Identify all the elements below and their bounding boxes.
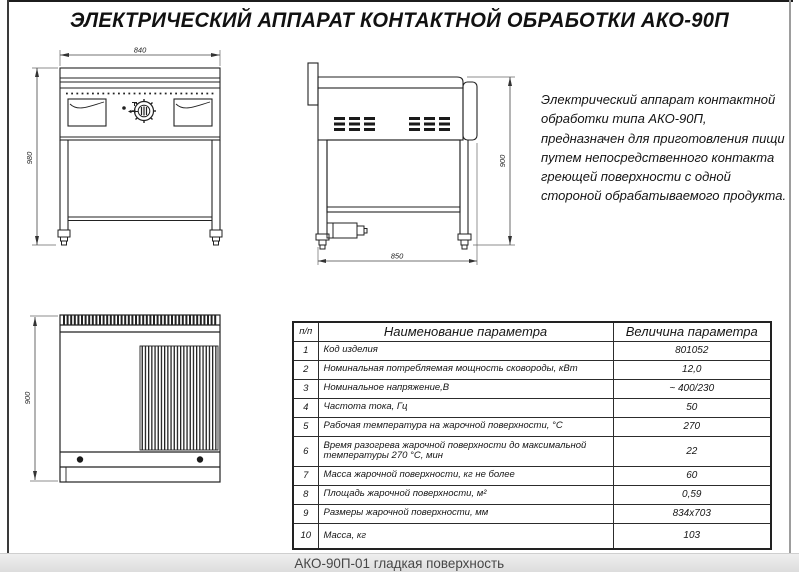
header-value: Величина параметра	[613, 322, 771, 341]
description-line: обработки типа АКО-90П,	[541, 111, 707, 127]
splash-guard	[308, 63, 318, 105]
table-row	[293, 504, 771, 523]
side-view-drawing	[285, 48, 530, 273]
adjustable-feet	[58, 230, 222, 245]
description-line: путем непосредственного контакта	[541, 149, 775, 165]
table-row	[293, 417, 771, 436]
cell-num: 2	[293, 360, 318, 379]
header-num: п/п	[293, 322, 318, 341]
cell-value: 12,0	[613, 360, 771, 379]
indicator-light	[122, 106, 126, 110]
table-row	[293, 379, 771, 398]
cell-num: 7	[293, 466, 318, 485]
cell-num: 3	[293, 379, 318, 398]
top-depth-dim-label: 900	[23, 391, 32, 405]
cell-value: 270	[613, 417, 771, 436]
table-row	[293, 436, 771, 466]
cell-num: 6	[293, 436, 318, 466]
caption-bar	[0, 553, 799, 572]
table-row	[293, 341, 771, 360]
cell-name: Время разогрева жарочной поверхности до максимальной температуры 270 °С, мин	[318, 436, 613, 466]
adjustable-feet	[316, 234, 471, 249]
description-line: Электрический аппарат контактной	[541, 92, 776, 107]
cell-name: Рабочая температура на жарочной поверхности, °С	[318, 417, 613, 436]
stand-frame	[60, 140, 220, 230]
cell-name: Масса жарочной поверхности, кг не более	[318, 466, 613, 485]
cell-value: 60	[613, 466, 771, 485]
page-border-right	[789, 0, 791, 553]
cell-num: 5	[293, 417, 318, 436]
table-row	[293, 485, 771, 504]
side-height-dim-label: 900	[498, 154, 507, 168]
table-row	[293, 398, 771, 417]
header-name: Наименование параметра	[318, 322, 613, 341]
page-border-left	[7, 0, 9, 553]
caption-text: АКО-90П-01 гладкая поверхность	[294, 555, 505, 571]
cell-name: Номинальное напряжение,В	[318, 379, 613, 398]
dimension-arrows	[318, 77, 512, 263]
table-row	[293, 466, 771, 485]
cell-name: Номинальная потребляемая мощность сковороды, кВт	[318, 360, 613, 379]
cell-num: 1	[293, 341, 318, 360]
front-width-dim-label: 840	[133, 45, 147, 55]
cell-value: 50	[613, 398, 771, 417]
drawer-handle-left	[68, 99, 106, 126]
cell-num: 8	[293, 485, 318, 504]
cell-num: 4	[293, 398, 318, 417]
front-view-drawing	[20, 42, 240, 267]
description-line: стороной обрабатываемого продукта.	[541, 188, 787, 204]
drain-assembly	[327, 223, 367, 238]
description-line: предназначен для приготовления пищи	[541, 130, 785, 146]
side-rail	[463, 82, 477, 140]
table-row	[293, 360, 771, 379]
cell-value: ~ 400/230	[613, 379, 771, 398]
apparatus-side-body	[308, 63, 477, 234]
side-depth-dim-label: 850	[390, 251, 404, 261]
cell-name: Размеры жарочной поверхности, мм	[318, 504, 613, 523]
cell-value: 103	[613, 523, 771, 549]
cell-name: Площадь жарочной поверхности, м²	[318, 485, 613, 504]
cell-name: Частота тока, Гц	[318, 398, 613, 417]
cell-name: Масса, кг	[318, 523, 613, 549]
page-title: ЭЛЕКТРИЧЕСКИЙ АППАРАТ КОНТАКТНОЙ ОБРАБОТКИ АКО-90П	[69, 9, 730, 32]
dimension-extension-lines	[30, 316, 58, 481]
mount-holes	[77, 456, 203, 462]
spec-table	[292, 321, 772, 550]
cell-value: 22	[613, 436, 771, 466]
cell-name: Код изделия	[318, 341, 613, 360]
product-description	[541, 90, 797, 206]
cell-value: 834х703	[613, 504, 771, 523]
top-view-drawing	[20, 300, 245, 495]
cell-value: 801052	[613, 341, 771, 360]
description-line: греющей поверхности с одной	[541, 169, 731, 185]
dimension-extension-lines	[318, 77, 515, 265]
drawer-handle-right	[174, 99, 212, 126]
table-row	[293, 523, 771, 549]
front-height-dim-label: 980	[25, 151, 34, 165]
page-border-top	[7, 0, 793, 2]
cell-value: 0,59	[613, 485, 771, 504]
vent-slots	[334, 117, 450, 131]
table-header-row	[293, 322, 771, 341]
cell-num: 9	[293, 504, 318, 523]
cell-num: 10	[293, 523, 318, 549]
dimension-lines	[318, 77, 510, 261]
ribbed-surface-area	[140, 346, 218, 450]
